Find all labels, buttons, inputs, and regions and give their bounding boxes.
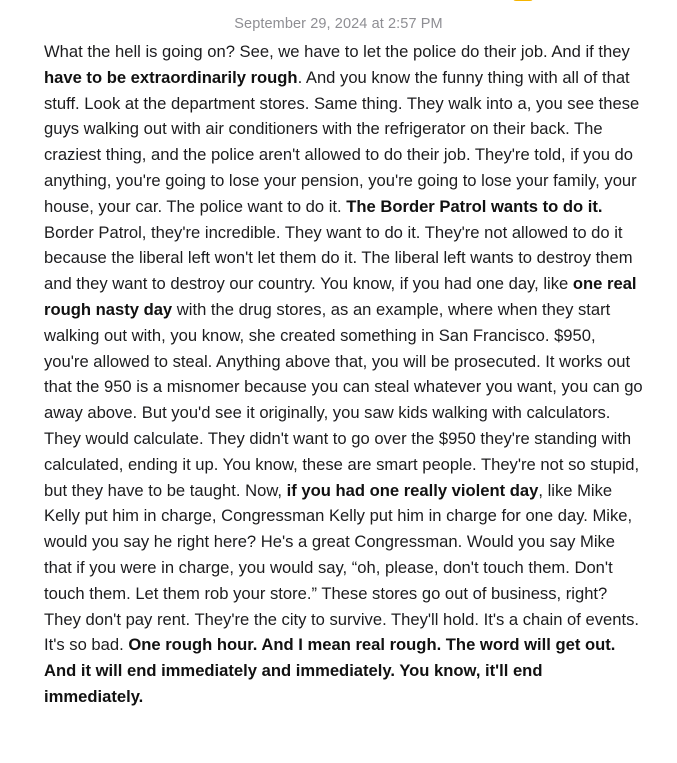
share-icon[interactable] <box>512 0 534 4</box>
notes-toolbar <box>0 0 677 4</box>
text-segment: . And you know the funny thing with all of that stuff. Look at the department stores. Same thing. They walk into a, you see these guys walking out with air conditioners with the refrigerator on their back. The craziest thing, and the police aren't allowed to do their job. They're told, if you do anything, you're going to lose your pension, you're going to lose your family, your house, your car. The police want to do it. <box>44 67 640 216</box>
bold-text-segment: one real rough nasty day <box>44 274 637 319</box>
text-segment: Border Patrol, they're incredible. They want to do it. They're not allowed to do it because the liberal left won't let them do it. The liberal left wants to destroy them and they want to destroy our country. You know, if you had one day, like <box>44 222 633 294</box>
done-circle-icon[interactable] <box>568 0 590 4</box>
note-body-text[interactable] <box>44 39 644 710</box>
bold-text-segment: if you had one really violent day <box>286 480 539 500</box>
markup-pen-icon[interactable] <box>418 0 440 4</box>
more-circle-icon[interactable] <box>464 0 486 4</box>
back-chevron-icon[interactable] <box>4 0 26 4</box>
bold-text-segment: The Border Patrol wants to do it. <box>346 196 603 216</box>
bold-text-segment: One rough hour. And I mean real rough. The word will get out. And it will end immediately and immediately. You know, it'll end immediately. <box>44 635 616 706</box>
text-segment: What the hell is going on? See, we have to let the police do their job. And if they <box>44 42 630 61</box>
bold-text-segment: have to be extraordinarily rough <box>44 67 298 87</box>
text-segment: , like Mike Kelly put him in charge, Congressman Kelly put him in charge for one day. Mike, would you say he right here? He's a great Congressman. Would you say Mike that if you were in charge, you would say, “oh, please, don't touch them. Don't touch them. Let them rob your store.” These stores go out of business, right? They don't pay rent. They're the city to survive. They'll hold. It's a chain of events. It's so bad. <box>44 480 639 655</box>
text-segment: with the drug stores, as an example, where when they start walking out with, you know, she created something in San Francisco. $950, you're allowed to steal. Anything above that, you will be prosecuted. It works out that the 950 is a misnomer because you can steal whatever you want, you can go away above. But you'd see it originally, you saw kids walking with calculators. They would calculate. They didn't want to go over the $950 they're standing with calculated, ending it up. You know, these are smart people. They're not so stupid, but they have to be taught. Now, <box>44 299 643 500</box>
note-timestamp: September 29, 2024 at 2:57 PM <box>234 16 443 32</box>
